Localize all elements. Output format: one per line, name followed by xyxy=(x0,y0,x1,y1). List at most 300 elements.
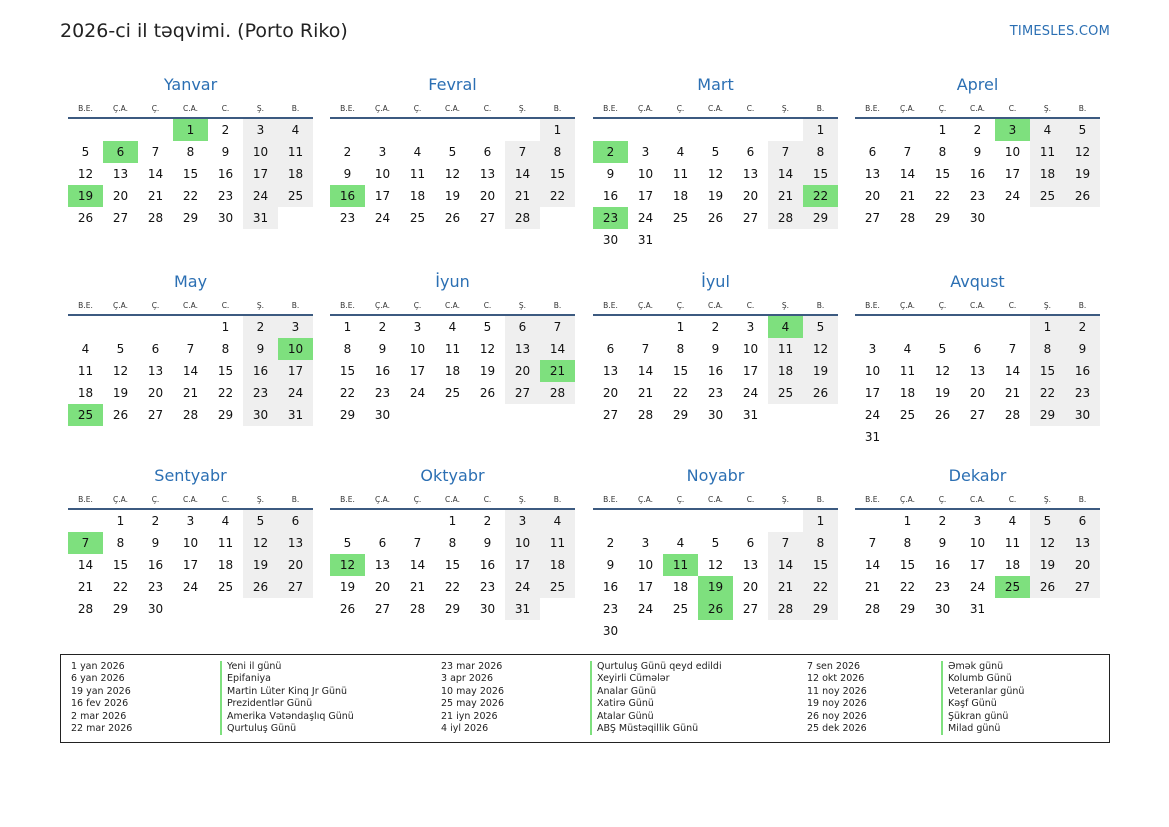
day-cell: 20 xyxy=(112,189,129,203)
day-cell: 8 xyxy=(676,342,685,356)
day-cell: 4 xyxy=(1030,119,1065,141)
day-cell: 19 xyxy=(243,554,278,576)
day-cell: 30 xyxy=(934,602,951,616)
legend-date: 1 yan 2026 xyxy=(71,661,125,672)
weekday-label: B.E. xyxy=(603,495,618,504)
day-cell: 14 xyxy=(182,364,199,378)
day-cell: 13 xyxy=(602,364,619,378)
day-cell: 30 xyxy=(479,602,496,616)
day-cell: 27 xyxy=(742,602,759,616)
day-cell: 8 xyxy=(448,536,457,550)
day-cell: 9 xyxy=(221,145,230,159)
day-cell: 21 xyxy=(637,386,654,400)
month-dekabr xyxy=(855,465,1100,620)
weekday-header xyxy=(593,297,838,316)
day-cell: 4 xyxy=(278,119,313,141)
day-cell: 30 xyxy=(969,211,986,225)
weekday-label: B. xyxy=(291,104,300,113)
month-name: May xyxy=(173,272,208,291)
day-cell: 20 xyxy=(969,386,986,400)
weekday-label: Ş. xyxy=(518,104,527,113)
day-cell: 17 xyxy=(637,580,654,594)
day-cell: 2 xyxy=(221,123,230,137)
day-grid xyxy=(68,316,313,426)
day-cell: 12 xyxy=(444,167,461,181)
day-cell: 7 xyxy=(413,536,422,550)
day-cell: 29 xyxy=(1030,404,1065,426)
empty-cell xyxy=(733,510,768,532)
day-cell: 16 xyxy=(602,189,619,203)
day-cell: 18 xyxy=(899,386,916,400)
legend-date: 11 noy 2026 xyxy=(807,685,867,697)
day-cell: 8 xyxy=(221,342,230,356)
day-cell: 28 xyxy=(540,382,575,404)
weekday-label: C.A. xyxy=(444,104,460,113)
day-cell: 30 xyxy=(1065,404,1100,426)
weekday-label: C.A. xyxy=(182,301,198,310)
weekday-header xyxy=(593,491,838,510)
day-cell: 20 xyxy=(505,360,540,382)
weekday-label: Ç. xyxy=(413,301,422,310)
day-cell: 6 xyxy=(278,510,313,532)
empty-cell xyxy=(400,119,435,141)
day-cell: 8 xyxy=(116,536,125,550)
weekday-label: Ç. xyxy=(938,104,947,113)
day-cell: 1 xyxy=(803,510,838,532)
legend-holiday-name: Kəşf Günü xyxy=(941,698,1024,710)
day-cell: 7 xyxy=(540,316,575,338)
day-cell: 15 xyxy=(112,558,129,572)
weekday-label: Ş. xyxy=(1043,495,1052,504)
month-sentyabr xyxy=(68,465,313,620)
day-cell: 11 xyxy=(1004,536,1021,550)
legend-holiday-name: Yeni il günü xyxy=(220,661,354,673)
day-cell: 1 xyxy=(938,123,947,137)
day-cell: 11 xyxy=(1030,141,1065,163)
day-cell: 27 xyxy=(742,211,759,225)
day-cell: 28 xyxy=(409,602,426,616)
day-cell: 21 xyxy=(864,580,881,594)
weekday-label: B. xyxy=(816,104,825,113)
weekday-label: Ç. xyxy=(413,104,422,113)
day-cell: 29 xyxy=(444,602,461,616)
legend-date: 19 noy 2026 xyxy=(807,698,867,710)
weekday-label: B.E. xyxy=(78,495,93,504)
day-cell: 11 xyxy=(899,364,916,378)
day-cell: 13 xyxy=(864,167,881,181)
day-cell: 2 xyxy=(343,145,352,159)
empty-cell xyxy=(173,316,208,338)
day-cell: 8 xyxy=(343,342,352,356)
day-cell: 12 xyxy=(707,558,724,572)
day-cell: 1 xyxy=(540,119,575,141)
day-cell: 5 xyxy=(938,342,947,356)
day-cell: 29 xyxy=(899,602,916,616)
day-cell: 22 xyxy=(112,580,129,594)
day-cell: 5 xyxy=(448,145,457,159)
weekday-label: C.A. xyxy=(182,104,198,113)
day-cell: 27 xyxy=(147,408,164,422)
day-cell: 31 xyxy=(969,602,986,616)
weekday-label: Ş. xyxy=(256,495,265,504)
day-cell: 19 xyxy=(339,580,356,594)
day-cell: 2 xyxy=(1065,316,1100,338)
day-cell: 25 xyxy=(768,382,803,404)
day-cell: 24 xyxy=(374,211,391,225)
weekday-label: Ç.A. xyxy=(374,104,390,113)
holiday-day-cell: 4 xyxy=(768,316,803,338)
month-name: Yanvar xyxy=(163,75,218,94)
day-cell: 10 xyxy=(182,536,199,550)
legend-holiday-name: Xeyirli Cümələr xyxy=(590,673,722,685)
day-cell: 6 xyxy=(973,342,982,356)
day-cell: 25 xyxy=(540,576,575,598)
day-cell: 13 xyxy=(278,532,313,554)
day-cell: 6 xyxy=(151,342,160,356)
day-cell: 15 xyxy=(444,558,461,572)
month-name: Sentyabr xyxy=(154,466,227,485)
brand-link[interactable]: TIMESLES.COM xyxy=(1009,24,1110,39)
month-oktyabr xyxy=(330,465,575,620)
day-cell: 30 xyxy=(243,404,278,426)
day-cell: 6 xyxy=(606,342,615,356)
day-grid xyxy=(330,316,575,426)
day-cell: 26 xyxy=(1065,185,1100,207)
legend-date: 25 may 2026 xyxy=(441,698,505,710)
empty-cell xyxy=(628,510,663,532)
holiday-day-cell: 10 xyxy=(278,338,313,360)
day-cell: 30 xyxy=(374,408,391,422)
weekday-label: C. xyxy=(483,104,492,113)
holiday-day-cell: 25 xyxy=(995,576,1030,598)
day-cell: 19 xyxy=(112,386,129,400)
day-cell: 28 xyxy=(77,602,94,616)
holiday-day-cell: 25 xyxy=(68,404,103,426)
legend-date: 19 yan 2026 xyxy=(71,685,131,697)
empty-cell xyxy=(68,119,103,141)
legend-holiday-name: Veteranlar günü xyxy=(941,686,1024,698)
day-cell: 13 xyxy=(505,338,540,360)
day-cell: 16 xyxy=(1065,360,1100,382)
empty-cell xyxy=(698,510,733,532)
day-cell: 17 xyxy=(864,386,881,400)
day-cell: 20 xyxy=(742,189,759,203)
day-cell: 25 xyxy=(409,211,426,225)
legend-date: 6 yan 2026 xyxy=(71,673,125,685)
day-cell: 8 xyxy=(1030,338,1065,360)
day-cell: 1 xyxy=(903,514,912,528)
day-cell: 21 xyxy=(409,580,426,594)
holiday-day-cell: 12 xyxy=(330,554,365,576)
empty-cell xyxy=(855,119,890,141)
legend-dates-col-2 xyxy=(441,661,504,735)
month-name: İyun xyxy=(435,272,470,291)
day-cell: 10 xyxy=(637,167,654,181)
day-cell: 26 xyxy=(339,602,356,616)
day-cell: 7 xyxy=(505,141,540,163)
day-cell: 3 xyxy=(641,536,650,550)
weekday-label: Ç.A. xyxy=(374,495,390,504)
weekday-label: Ç.A. xyxy=(637,301,653,310)
month-mart xyxy=(593,74,838,251)
day-cell: 13 xyxy=(374,558,391,572)
weekday-label: B. xyxy=(1078,104,1087,113)
day-cell: 14 xyxy=(409,558,426,572)
weekday-label: Ç. xyxy=(676,104,685,113)
day-cell: 20 xyxy=(1065,554,1100,576)
holiday-day-cell: 7 xyxy=(68,532,103,554)
empty-cell xyxy=(593,510,628,532)
day-cell: 2 xyxy=(606,536,615,550)
day-cell: 4 xyxy=(540,510,575,532)
day-grid xyxy=(330,119,575,229)
day-cell: 17 xyxy=(182,558,199,572)
day-cell: 31 xyxy=(243,207,278,229)
day-cell: 15 xyxy=(182,167,199,181)
day-cell: 22 xyxy=(803,576,838,598)
day-cell: 23 xyxy=(339,211,356,225)
weekday-label: Ç.A. xyxy=(899,301,915,310)
day-cell: 31 xyxy=(742,408,759,422)
empty-cell xyxy=(593,119,628,141)
day-cell: 30 xyxy=(602,624,619,638)
weekday-label: B.E. xyxy=(865,301,880,310)
day-cell: 5 xyxy=(803,316,838,338)
month-name: İyul xyxy=(701,272,730,291)
legend-date: 2 mar 2026 xyxy=(71,710,127,722)
day-cell: 2 xyxy=(973,123,982,137)
day-cell: 15 xyxy=(339,364,356,378)
day-cell: 3 xyxy=(868,342,877,356)
empty-cell xyxy=(470,119,505,141)
day-cell: 4 xyxy=(676,145,685,159)
empty-cell xyxy=(68,316,103,338)
day-cell: 8 xyxy=(803,141,838,163)
day-cell: 14 xyxy=(147,167,164,181)
day-cell: 25 xyxy=(217,580,234,594)
day-cell: 8 xyxy=(540,141,575,163)
weekday-header xyxy=(855,491,1100,510)
day-cell: 19 xyxy=(1065,163,1100,185)
day-cell: 22 xyxy=(1030,382,1065,404)
day-cell: 29 xyxy=(934,211,951,225)
legend-holiday-name: Amerika Vətəndaşlıq Günü xyxy=(220,711,354,723)
day-cell: 12 xyxy=(934,364,951,378)
day-cell: 28 xyxy=(1004,408,1021,422)
weekday-label: Ç. xyxy=(151,495,160,504)
day-grid xyxy=(593,316,838,426)
day-cell: 1 xyxy=(221,320,230,334)
day-cell: 13 xyxy=(742,558,759,572)
legend-holiday-name: Əmək günü xyxy=(941,661,1024,673)
legend-holiday-name: Şükran günü xyxy=(941,711,1024,723)
weekday-label: C.A. xyxy=(707,104,723,113)
day-grid xyxy=(68,510,313,620)
day-cell: 5 xyxy=(343,536,352,550)
day-cell: 10 xyxy=(243,141,278,163)
day-cell: 18 xyxy=(672,189,689,203)
day-cell: 28 xyxy=(768,207,803,229)
legend-date: 3 apr 2026 xyxy=(441,673,494,685)
day-cell: 29 xyxy=(803,598,838,620)
month-name: Dekabr xyxy=(948,466,1007,485)
weekday-label: Ç.A. xyxy=(112,104,128,113)
day-cell: 19 xyxy=(803,360,838,382)
day-cell: 24 xyxy=(864,408,881,422)
day-cell: 5 xyxy=(1065,119,1100,141)
weekday-label: Ç.A. xyxy=(374,301,390,310)
weekday-label: C. xyxy=(483,301,492,310)
weekday-label: C. xyxy=(746,104,755,113)
weekday-header xyxy=(855,297,1100,316)
day-cell: 27 xyxy=(374,602,391,616)
day-cell: 27 xyxy=(864,211,881,225)
weekday-label: Ç. xyxy=(151,301,160,310)
day-cell: 27 xyxy=(278,576,313,598)
month-aprel xyxy=(855,74,1100,229)
day-cell: 7 xyxy=(641,342,650,356)
day-cell: 26 xyxy=(479,386,496,400)
day-cell: 13 xyxy=(479,167,496,181)
day-cell: 18 xyxy=(540,554,575,576)
day-cell: 29 xyxy=(803,207,838,229)
empty-cell xyxy=(505,119,540,141)
day-grid xyxy=(855,119,1100,229)
weekday-header xyxy=(68,491,313,510)
weekday-label: Ş. xyxy=(518,301,527,310)
day-cell: 15 xyxy=(1030,360,1065,382)
legend-date: 4 iyl 2026 xyxy=(441,723,489,735)
weekday-label: Ç.A. xyxy=(637,104,653,113)
day-cell: 28 xyxy=(864,602,881,616)
day-cell: 4 xyxy=(221,514,230,528)
day-cell: 5 xyxy=(711,536,720,550)
empty-cell xyxy=(435,119,470,141)
empty-cell xyxy=(768,510,803,532)
day-cell: 14 xyxy=(899,167,916,181)
weekday-label: C.A. xyxy=(444,495,460,504)
month-noyabr xyxy=(593,465,838,642)
day-cell: 17 xyxy=(637,189,654,203)
empty-cell xyxy=(138,316,173,338)
day-cell: 30 xyxy=(147,602,164,616)
day-cell: 20 xyxy=(374,580,391,594)
empty-cell xyxy=(400,510,435,532)
weekday-label: Ç.A. xyxy=(899,495,915,504)
day-cell: 24 xyxy=(742,386,759,400)
day-cell: 10 xyxy=(864,364,881,378)
weekday-label: B. xyxy=(816,495,825,504)
day-cell: 12 xyxy=(707,167,724,181)
day-cell: 27 xyxy=(505,382,540,404)
weekday-label: Ç. xyxy=(938,301,947,310)
day-cell: 11 xyxy=(540,532,575,554)
day-cell: 17 xyxy=(374,189,391,203)
weekday-label: C.A. xyxy=(182,495,198,504)
day-cell: 21 xyxy=(147,189,164,203)
day-cell: 22 xyxy=(899,580,916,594)
day-cell: 9 xyxy=(973,145,982,159)
empty-cell xyxy=(698,119,733,141)
empty-cell xyxy=(890,316,925,338)
day-cell: 16 xyxy=(602,580,619,594)
weekday-label: Ş. xyxy=(256,301,265,310)
day-cell: 17 xyxy=(243,163,278,185)
day-cell: 7 xyxy=(151,145,160,159)
empty-cell xyxy=(365,510,400,532)
day-cell: 22 xyxy=(934,189,951,203)
day-cell: 7 xyxy=(768,141,803,163)
empty-cell xyxy=(330,119,365,141)
legend-holiday-name: Qurtuluş Günü qeyd edildi xyxy=(590,661,722,673)
day-cell: 3 xyxy=(378,145,387,159)
day-cell: 16 xyxy=(707,364,724,378)
day-cell: 3 xyxy=(186,514,195,528)
weekday-label: B. xyxy=(291,495,300,504)
day-cell: 12 xyxy=(803,338,838,360)
empty-cell xyxy=(733,119,768,141)
day-cell: 21 xyxy=(768,185,803,207)
weekday-label: Ç. xyxy=(676,301,685,310)
day-cell: 21 xyxy=(77,580,94,594)
day-cell: 25 xyxy=(672,211,689,225)
empty-cell xyxy=(768,119,803,141)
empty-cell xyxy=(663,510,698,532)
day-cell: 18 xyxy=(217,558,234,572)
day-cell: 23 xyxy=(1065,382,1100,404)
day-cell: 11 xyxy=(77,364,94,378)
weekday-label: B.E. xyxy=(603,104,618,113)
day-cell: 3 xyxy=(973,514,982,528)
day-cell: 27 xyxy=(969,408,986,422)
day-cell: 31 xyxy=(864,430,881,444)
day-cell: 27 xyxy=(1065,576,1100,598)
weekday-label: C.A. xyxy=(969,104,985,113)
legend-date: 23 mar 2026 xyxy=(441,661,503,672)
day-cell: 28 xyxy=(147,211,164,225)
day-cell: 20 xyxy=(742,580,759,594)
legend-holiday-name: Analar Günü xyxy=(590,686,722,698)
day-cell: 9 xyxy=(1065,338,1100,360)
day-cell: 20 xyxy=(602,386,619,400)
day-cell: 21 xyxy=(505,185,540,207)
day-cell: 1 xyxy=(343,320,352,334)
day-cell: 7 xyxy=(1008,342,1017,356)
legend-names-col-3 xyxy=(941,661,1024,735)
weekday-label: Ş. xyxy=(1043,301,1052,310)
holiday-day-cell: 11 xyxy=(663,554,698,576)
day-cell: 11 xyxy=(768,338,803,360)
day-cell: 29 xyxy=(182,211,199,225)
day-cell: 17 xyxy=(1004,167,1021,181)
empty-cell xyxy=(365,119,400,141)
day-cell: 24 xyxy=(409,386,426,400)
day-cell: 7 xyxy=(186,342,195,356)
day-cell: 6 xyxy=(746,145,755,159)
weekday-label: C. xyxy=(483,495,492,504)
day-cell: 29 xyxy=(112,602,129,616)
day-cell: 23 xyxy=(602,602,619,616)
legend-holiday-name: Prezidentlər Günü xyxy=(220,698,354,710)
day-cell: 19 xyxy=(444,189,461,203)
day-cell: 9 xyxy=(938,536,947,550)
legend-holiday-name: Martin Lüter Kinq Jr Günü xyxy=(220,686,354,698)
weekday-label: B.E. xyxy=(340,495,355,504)
day-cell: 26 xyxy=(934,408,951,422)
legend-holiday-name: Kolumb Günü xyxy=(941,673,1024,685)
day-cell: 14 xyxy=(768,163,803,185)
month-may xyxy=(68,271,313,426)
